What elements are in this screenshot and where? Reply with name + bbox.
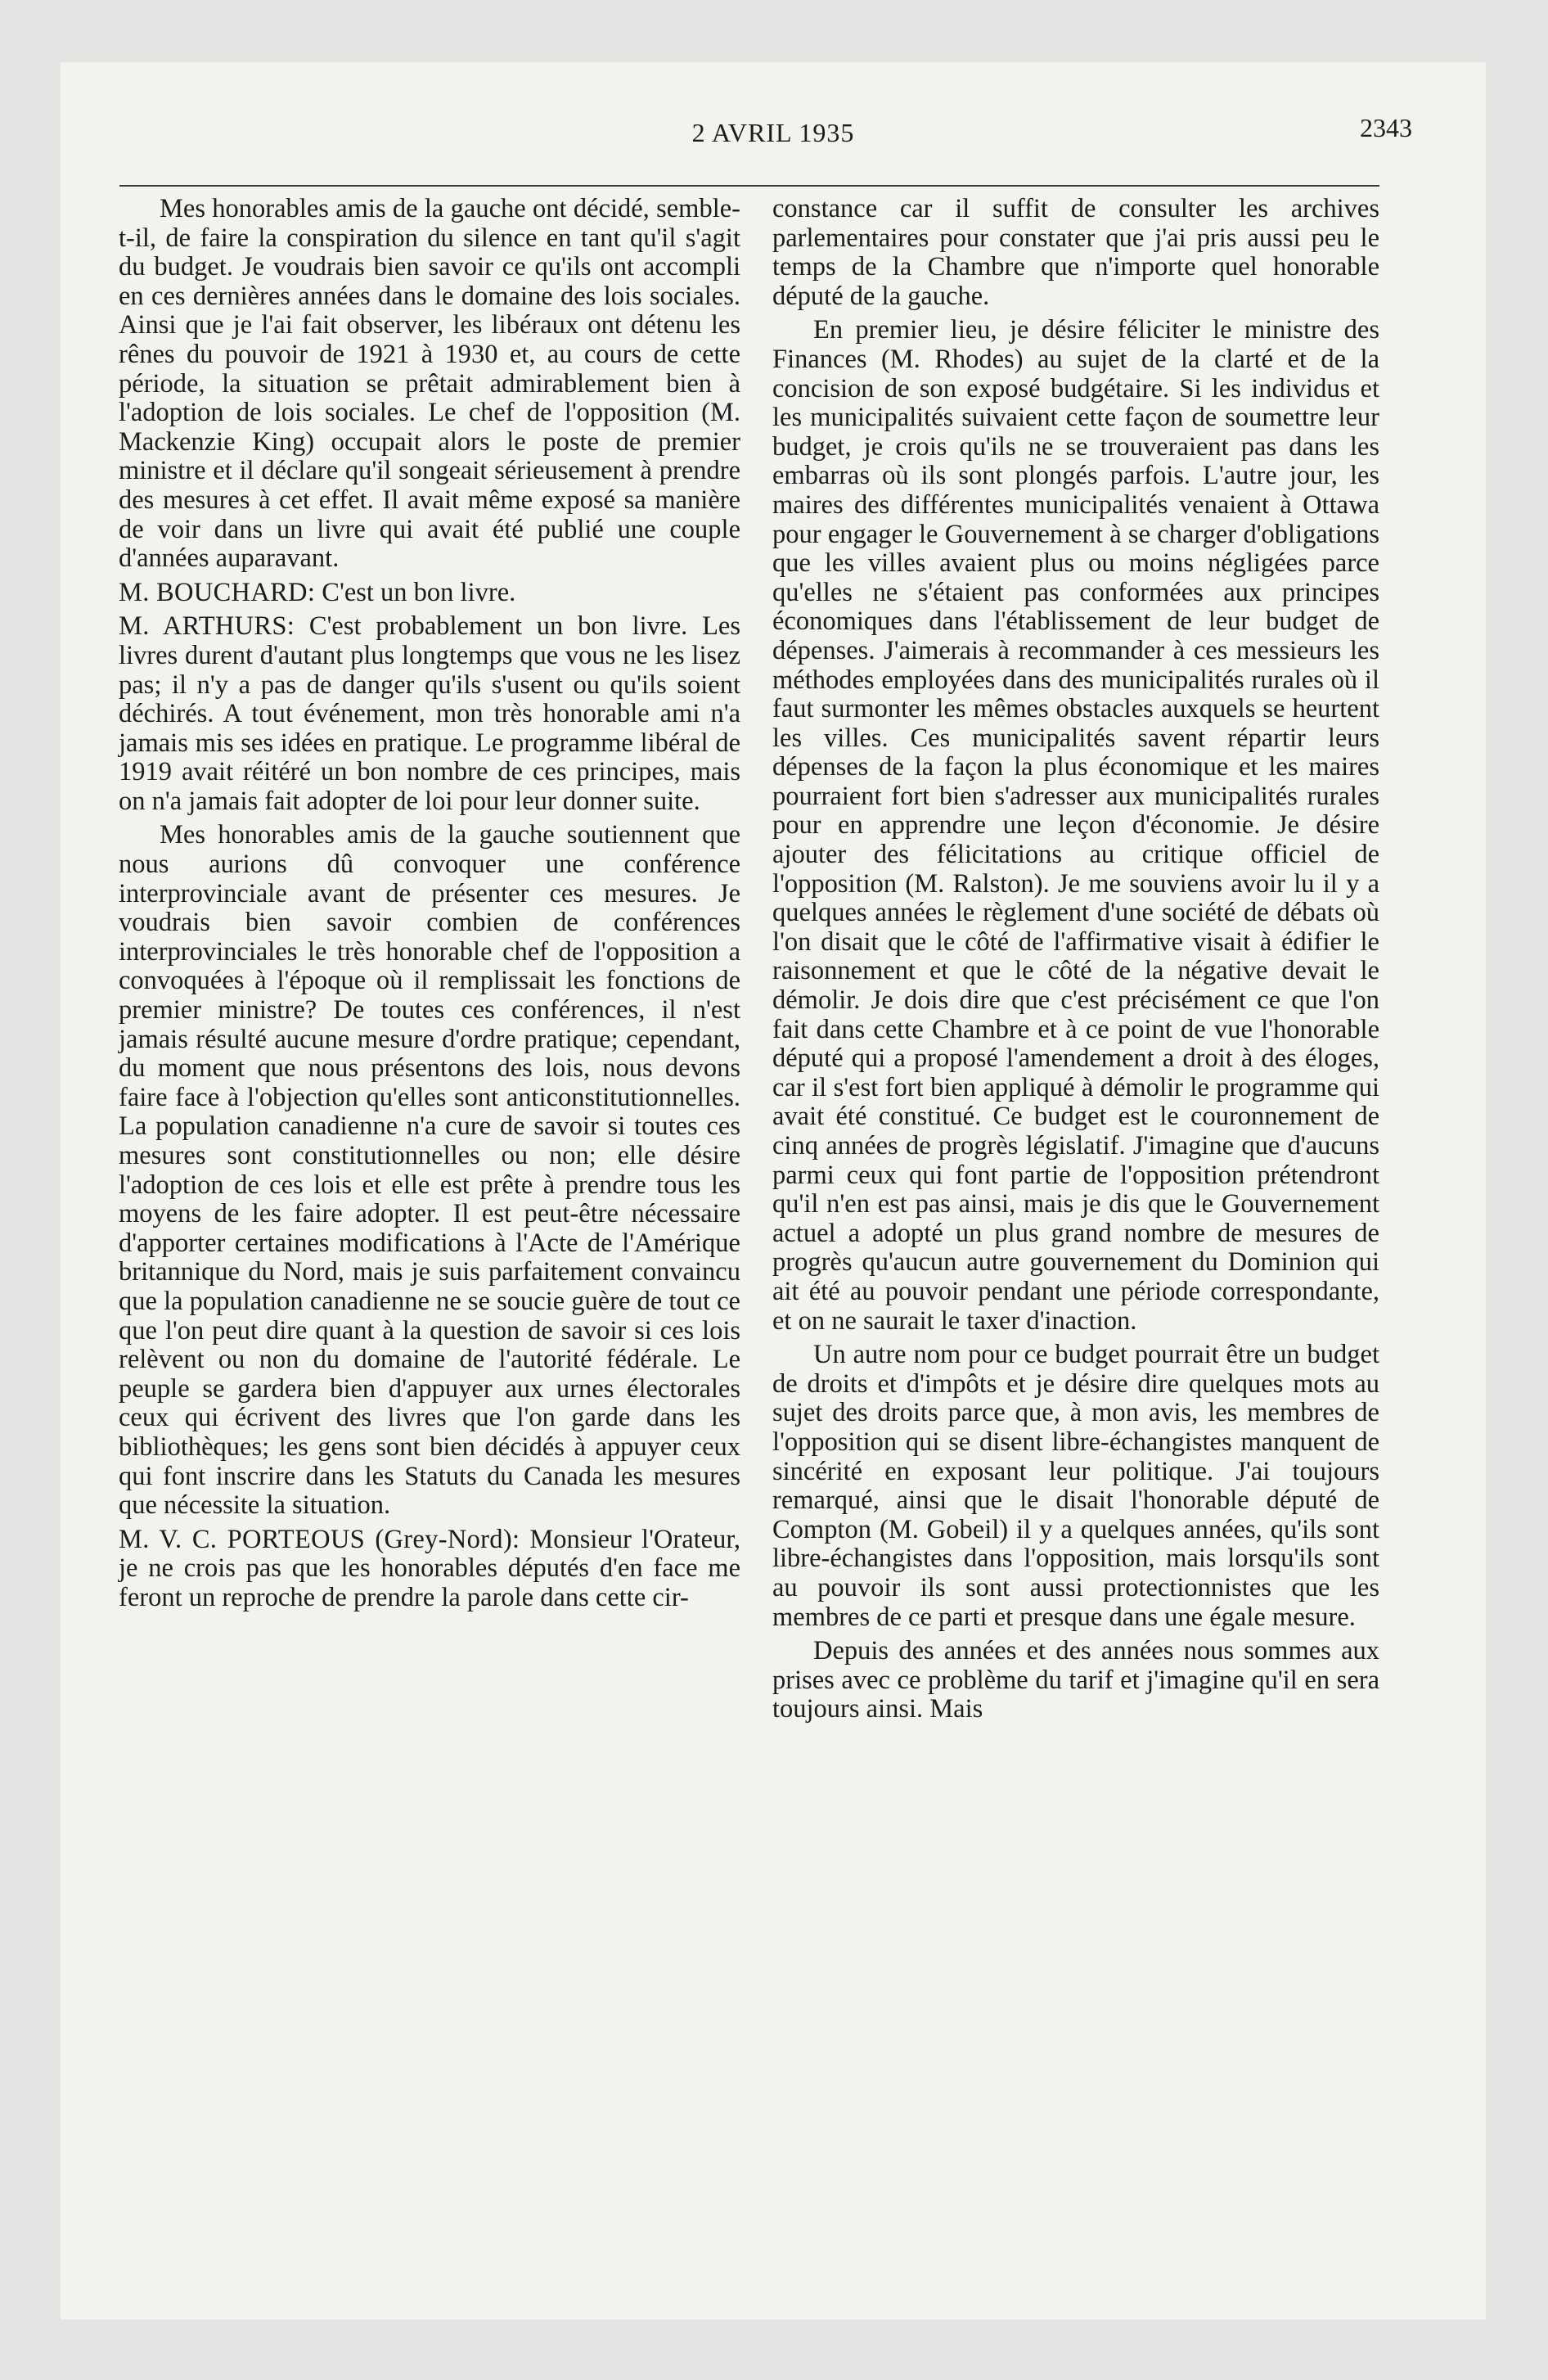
paragraph	[119, 1526, 740, 1613]
paragraph	[772, 1341, 1379, 1632]
speaker-name: M. V. C. PORTEOUS (Grey-Nord):	[119, 1524, 520, 1554]
paragraph-text: C'est un bon livre.	[322, 577, 516, 607]
left-column	[119, 195, 740, 1618]
paragraph-text: Un autre nom pour ce budget pourrait être un budget de droits et d'impôts et je désire dire quelques mots au sujet des droits parce que, à mon avis, les membres de l'opposition qui se disent libre-échangistes manquent de sincérité en exposant leur politique. J'ai toujours remarqué, ainsi que le disait l'honorable député de Compton (M. Gobeil) il y a quelques années, qu'ils sont libre-échangistes dans l'opposition, mais lorsqu'ils sont au pouvoir ils sont aussi protectionnistes que les membres de ce parti et presque dans une égale mesure.	[772, 1340, 1379, 1632]
page-date: 2 AVRIL 1935	[691, 118, 855, 147]
right-column	[772, 195, 1379, 1729]
paragraph	[119, 195, 740, 574]
speaker-name: M. BOUCHARD:	[119, 577, 316, 607]
paragraph-text: Mes honorables amis de la gauche soutiennent que nous aurions dû convoquer une conférence interprovinciale avant de présenter ces mesures. Je voudrais bien savoir combien de conférences interprovinciales le très honorable chef de l'opposition a convoquées à l'époque où il remplissait les fonctions de premier ministre? De toutes ces conférences, il n'est jamais résulté aucune mesure d'ordre pratique; cependant, du moment que nous présentons des lois, nous devons faire face à l'objection qu'elles sont anticonstitutionnelles. La population canadienne n'a cure de savoir si toutes ces mesures sont constitutionnelles ou non; elle désire l'adoption de ces lois et elle est prête à prendre tous les moyens de les faire adopter. Il est peut-être nécessaire d'apporter certaines modifications à l'Acte de l'Amérique britannique du Nord, mais je suis parfaitement convaincu que la population canadienne ne se soucie guère de tout ce que l'on peut dire quant à la question de savoir si ces lois relèvent ou non du domaine de l'autorité fédérale. Le peuple se gardera bien d'appuyer aux urnes électorales ceux qui écrivent des livres que l'on garde dans les bibliothèques; les gens sont bien décidés à appuyer ceux qui font inscrire dans les Statuts du Canada les mesures que nécessite la situation.	[119, 820, 740, 1521]
header-rule	[119, 185, 1379, 187]
page-header	[61, 113, 1486, 162]
paragraph-text: Mes honorables amis de la gauche ont décidé, semble-t-il, de faire la conspiration du silence en tant qu'il s'agit du budget. Je voudrais bien savoir ce qu'ils ont accompli en ces dernières années dans le domaine des lois sociales. Ainsi que je l'ai fait observer, les libéraux ont détenu les rênes du pouvoir de 1921 à 1930 et, au cours de cette période, la situation se prêtait admirablement bien à l'adoption de lois sociales. Le chef de l'opposition (M. Mackenzie King) occupait alors le poste de premier ministre et il déclare qu'il songeait sérieusement à prendre des mesures à cet effet. Il avait même exposé sa manière de voir dans un livre qui avait été publié une couple d'années auparavant.	[119, 194, 740, 574]
paragraph-text: Depuis des années et des années nous sommes aux prises avec ce problème du tarif et j'imagine qu'il en sera toujours ainsi. Mais	[772, 1636, 1379, 1724]
paragraph-text: En premier lieu, je désire féliciter le ministre des Finances (M. Rhodes) au sujet de la clarté et de la concision de son exposé budgétaire. Si les individus et les municipalités suivaient cette façon de soumettre leur budget, je crois qu'ils ne se trouveraient pas dans les embarras où ils sont plongés parfois. L'autre jour, les maires des différentes municipalités venaient à Ottawa pour engager le Gouvernement à se charger d'obligations que les villes avaient plus ou moins négligées parce qu'elles ne s'étaient pas conformées aux principes économiques dans l'établissement de leur budget de dépenses. J'aimerais à recommander à ces messieurs les méthodes employées dans des municipalités rurales où il faut surmonter les mêmes obstacles auxquels se heurtent les villes. Ces municipalités savent répartir leurs dépenses de la façon la plus économique et les maires pourraient fort bien s'adresser aux municipalités rurales pour en apprendre une leçon d'économie. Je désire ajouter des félicitations au critique officiel de l'opposition (M. Ralston). Je me souviens avoir lu il y a quelques années le règlement d'une société de débats où l'on disait que le côté de l'affirmative visait à édifier le raisonnement et que le côté de la négative devait le démolir. Je dois dire que c'est précisément ce que l'on fait dans cette Chambre et à ce point de vue l'honorable député qui a proposé l'amendement a droit à des éloges, car il s'est fort bien appliqué à démolir le programme qui avait été constitué. Ce budget est le couronnement de cinq années de progrès législatif. J'imagine que d'aucuns parmi ceux qui font partie de l'opposition prétendront qu'il n'en est pas ainsi, mais je dis que le Gouvernement actuel a adopté un plus grand nombre de mesures de progrès qu'aucun autre gouvernement du Dominion qui ait été au pouvoir pendant une période correspondante, et on ne saurait le taxer d'inaction.	[772, 315, 1379, 1336]
paragraph-text: constance car il suffit de consulter les archives parlementaires pour constater que j'ai pris aussi peu le temps de la Chambre que n'importe quel honorable député de la gauche.	[772, 194, 1379, 311]
paragraph	[772, 195, 1379, 311]
paragraph	[772, 316, 1379, 1336]
paragraph	[119, 612, 740, 816]
paragraph	[119, 821, 740, 1520]
paragraph-text: Monsieur l'Orateur, je ne crois pas que les honorables députés d'en face me feront un reproche de prendre la parole dans cette cir-	[119, 1524, 740, 1612]
speaker-name: M. ARTHURS:	[119, 611, 295, 642]
paragraph-text: C'est probablement un bon livre. Les livres durent d'autant plus longtemps que vous ne les lisez pas; il n'y a pas de danger qu'ils s'usent ou qu'ils soient déchirés. A tout événement, mon très honorable ami n'a jamais mis ses idées en pratique. Le programme libéral de 1919 avait réitéré un bon nombre de ces principes, mais on n'a jamais fait adopter de loi pour leur donner suite.	[119, 611, 740, 816]
paragraph	[119, 579, 740, 608]
paragraph	[772, 1637, 1379, 1724]
page-number: 2343	[1360, 113, 1412, 142]
